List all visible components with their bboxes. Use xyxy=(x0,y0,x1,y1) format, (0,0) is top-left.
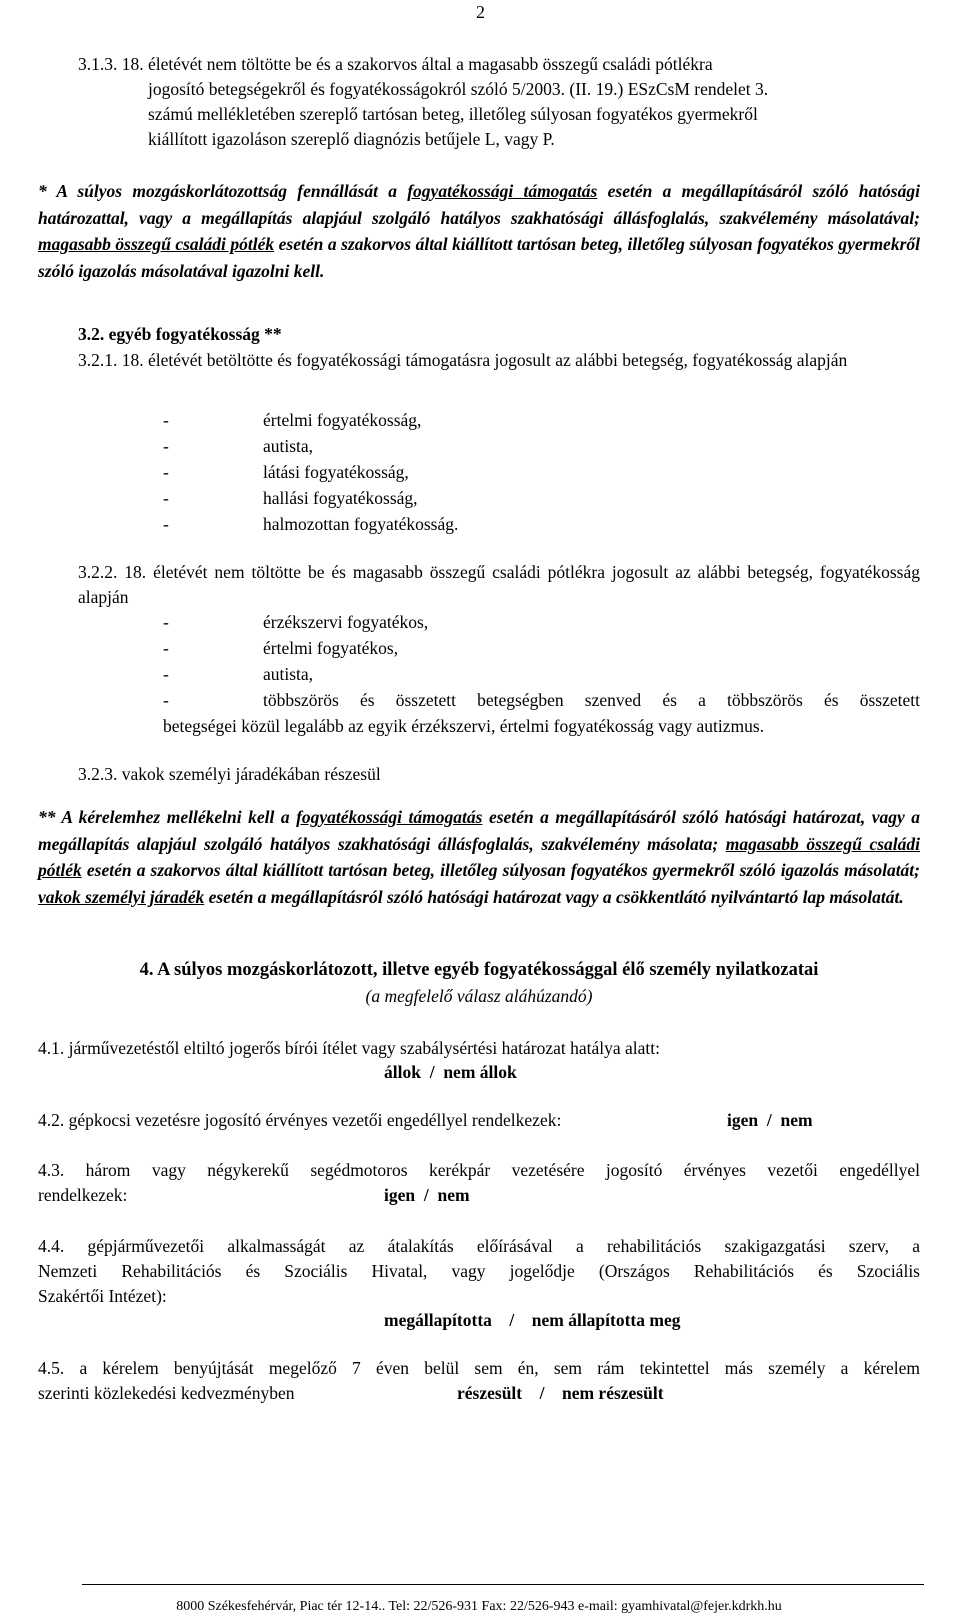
section-3-1-3 xyxy=(78,52,920,152)
note-1-text: esetén a szakorvos által kiállított tartósan beteg, illetőleg súlyosan fogyatékos gyermekről szóló igazolás másolatával igazolni kell. xyxy=(38,234,920,281)
question-4-4-text: Nemzeti Rehabilitációs és Szociális Hivatal, vagy jogelődje (Országos Rehabilitációs és Szociális xyxy=(38,1261,920,1281)
list-item-continuation: betegségei közül legalább az egyik érzékszervi, értelmi fogyatékosság vagy autizmus. xyxy=(163,716,765,736)
list-item-text: értelmi fogyatékos, xyxy=(263,638,399,658)
list-item-text: látási fogyatékosság, xyxy=(263,462,409,482)
footer-divider xyxy=(82,1584,924,1585)
list-dash: - xyxy=(163,462,169,482)
list-item-text: értelmi fogyatékosság, xyxy=(263,410,422,430)
question-4-5-answer: részesült / nem részesült xyxy=(457,1383,664,1403)
question-4-4-answer: megállapította / nem állapította meg xyxy=(384,1310,681,1330)
question-4-5-text: szerinti közlekedési kedvezményben xyxy=(38,1383,295,1403)
question-4-3-text: rendelkezek: xyxy=(38,1185,128,1205)
list-dash: - xyxy=(163,410,169,430)
question-4-2-answer: igen / nem xyxy=(727,1110,813,1130)
section-4-subheading: (a megfelelő válasz aláhúzandó) xyxy=(365,986,593,1006)
note-2-text: esetén a szakorvos által kiállított tartósan beteg, illetőleg súlyosan fogyatékos gyermekről szóló igazolás másolatát; xyxy=(81,860,920,880)
list-item-text: halmozottan fogyatékosság. xyxy=(263,514,459,534)
section-3-1-3-line: kiállított igazoláson szereplő diagnózis betűjele L, vagy P. xyxy=(148,129,555,149)
note-2-link-magasabb-osszegu-csaladi-potlek: magasabb összegű családi pótlék xyxy=(38,833,920,880)
list-dash: - xyxy=(163,488,169,508)
footer-contact: 8000 Székesfehérvár, Piac tér 12-14.. Tel: 22/526-931 Fax: 22/526-943 e-mail: gyamhivatal@fejer.kdrkh.hu xyxy=(176,1599,782,1614)
note-2 xyxy=(38,804,920,910)
section-3-2-2-text: 3.2.2. 18. életévét nem töltötte be és magasabb összegű családi pótlékra jogosult az alábbi betegség, fogyatékosság alapján xyxy=(78,562,920,607)
note-2-text: ** A kérelemhez mellékelni kell a xyxy=(38,807,297,827)
note-2-text: esetén a megállapításról szóló hatósági határozat vagy a csökkentlátó nyilvántartó lap másolatát. xyxy=(204,886,904,907)
question-4-1-answer: állok / nem állok xyxy=(384,1062,517,1082)
note-1-text: esetén a megállapításáról szóló hatósági határozattal, vagy a megállapítás alapjául szolgáló hatályos szakhatósági állásfoglalás, szakvélemény másolatával; xyxy=(38,181,920,228)
list-dash: - xyxy=(163,638,169,658)
note-1-link-magasabb-osszegu-csaladi-potlek: magasabb összegű családi pótlék xyxy=(38,234,275,254)
list-dash: - xyxy=(163,612,169,632)
question-4-2-text: 4.2. gépkocsi vezetésre jogosító érvényes vezetői engedéllyel rendelkezek: xyxy=(38,1110,562,1130)
list-item xyxy=(163,688,920,713)
question-4-3-text: 4.3. három vagy négykerekű segédmotoros kerékpár vezetésére jogosító érvényes vezetői engedéllyel xyxy=(38,1160,920,1180)
question-4-4-text: Szakértői Intézet): xyxy=(38,1286,167,1306)
list-item-text: autista, xyxy=(263,436,314,456)
list-dash: - xyxy=(163,436,169,456)
note-2-link-fogyatekossagi-tamogatas: fogyatékossági támogatás xyxy=(296,807,483,827)
section-3-1-3-line: számú mellékletében szereplő tartósan beteg, illetőleg súlyosan fogyatékos gyermekről xyxy=(148,104,758,124)
note-1-text: * A súlyos mozgáskorlátozottság fennállását a xyxy=(38,181,408,201)
list-dash: - xyxy=(163,690,169,710)
section-4-heading: 4. A súlyos mozgáskorlátozott, illetve egyéb fogyatékossággal élő személy nyilatkozatai xyxy=(139,960,819,980)
list-dash: - xyxy=(163,514,169,534)
section-3-2-3-text: 3.2.3. vakok személyi járadékában részesül xyxy=(78,764,381,784)
question-4-1-text: 4.1. járművezetéstől eltiltó jogerős bírói ítélet vagy szabálysértési határozat hatálya alatt: xyxy=(38,1038,660,1058)
note-1-link-fogyatekossagi-tamogatas: fogyatékossági támogatás xyxy=(407,181,598,201)
list-dash: - xyxy=(163,664,169,684)
note-2-text: esetén a megállapításáról szóló hatósági határozat, vagy a megállapítás alapjául szolgáló hatályos szakhatósági állásfoglalás, szakvélemény másolata; xyxy=(38,807,920,854)
section-3-1-3-line: 3.1.3. 18. életévét nem töltötte be és a szakorvos által a magasabb összegű családi pótlékra xyxy=(78,54,713,74)
section-3-1-3-line: jogosító betegségekről és fogyatékosságokról szóló 5/2003. (II. 19.) ESzCsM rendelet 3. xyxy=(148,79,769,99)
list-item-text: többszörös és összetett betegségben szenved és a többszörös és összetett xyxy=(263,690,920,710)
question-4-3-answer: igen / nem xyxy=(384,1185,470,1205)
section-3-2-heading: 3.2. egyéb fogyatékosság ** xyxy=(78,324,282,344)
question-4-4-text: 4.4. gépjárművezetői alkalmasságát az átalakítás előírásával a rehabilitációs szakigazgatási szerv, a xyxy=(38,1236,920,1256)
list-item-text: hallási fogyatékosság, xyxy=(263,488,418,508)
page-number: 2 xyxy=(476,2,485,22)
list-item-text: autista, xyxy=(263,664,314,684)
note-2-link-vakok-szemelyi-jaradek: vakok személyi járadék xyxy=(38,886,205,907)
question-4-5-text: 4.5. a kérelem benyújtását megelőző 7 éven belül sem én, sem rám tekintettel más személy a kérelem xyxy=(38,1358,920,1378)
section-3-2-1-text: 3.2.1. 18. életévét betöltötte és fogyatékossági támogatásra jogosult az alábbi betegség, fogyatékosság alapján xyxy=(78,350,848,370)
list-item-text: érzékszervi fogyatékos, xyxy=(263,612,429,632)
note-1 xyxy=(38,178,920,284)
